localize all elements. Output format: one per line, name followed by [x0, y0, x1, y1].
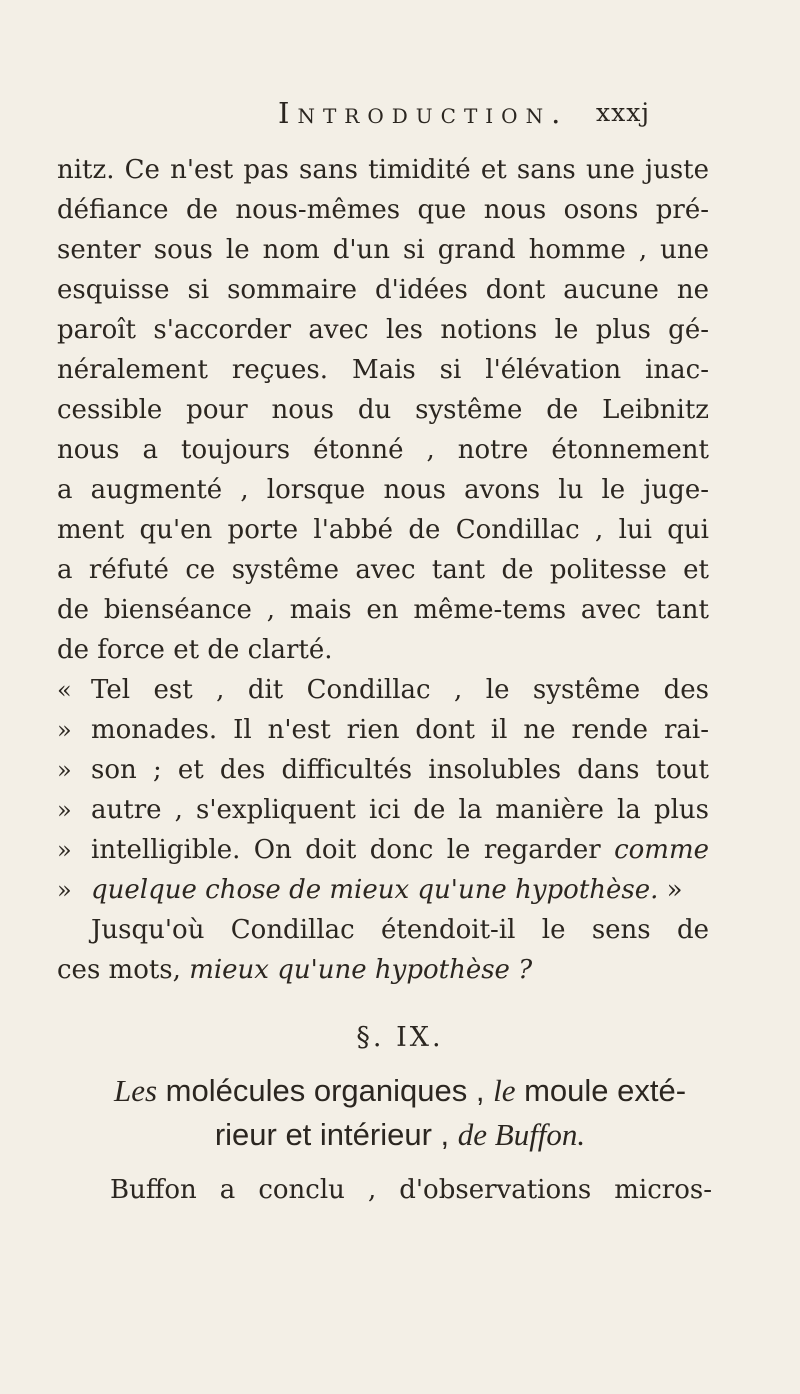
heading-emphasis: Les — [113, 1073, 158, 1108]
text-line: de force et de clarté. — [57, 635, 333, 665]
quote-line — [57, 670, 709, 710]
quote-line — [57, 870, 709, 910]
paragraph-question — [57, 910, 709, 990]
text-segment: ces mots, — [57, 955, 190, 985]
quote-continuation-mark: » — [57, 876, 72, 904]
text-line: nitz. Ce n'est pas sans timidité et sans une juste — [57, 155, 709, 185]
page-number: xxxj — [596, 98, 651, 127]
open-quote-mark: « — [57, 676, 72, 704]
text-line: nous a toujours étonné , notre étonnement — [57, 435, 709, 465]
text-line: ment qu'en porte l'abbé de Condillac , lui qui — [57, 515, 709, 545]
text-line: néralement reçues. Mais si l'élévation inac- — [57, 355, 709, 385]
quote-continuation-mark: » — [57, 796, 72, 824]
text-line: esquisse si sommaire d'idées dont aucune ne — [57, 275, 709, 305]
quote-text: monades. Il n'est rien dont il ne rende rai- — [91, 715, 709, 745]
text-line: senter sous le nom d'un si grand homme , une — [57, 235, 709, 265]
quote-text: Tel est , dit Condillac , le systême des — [91, 675, 709, 705]
quote-continuation-mark: » — [57, 836, 72, 864]
emphasis-text: mieux qu'une hypothèse ? — [189, 955, 533, 985]
text-line: Jusqu'où Condillac étendoit-il le sens de — [91, 915, 709, 945]
text-line: a augmenté , lorsque nous avons lu le juge- — [57, 475, 709, 505]
text-line: paroît s'accorder avec les notions le plus gé- — [57, 315, 709, 345]
text-line: de bienséance , mais en même-tems avec tant — [57, 595, 709, 625]
quote-line — [57, 830, 709, 870]
running-header — [0, 96, 800, 140]
header-title: Introduction. — [278, 96, 569, 130]
quote-text: son ; et des difficultés insolubles dans tout — [91, 755, 709, 785]
text-line: cessible pour nous du systême de Leibnitz — [57, 395, 709, 425]
quote-line — [57, 790, 709, 830]
quote-emphasis: quelque chose de mieux qu'une hypothèse. — [91, 875, 659, 905]
quote-line — [57, 710, 709, 750]
heading-text: moule exté- — [515, 1073, 687, 1108]
heading-text: molécules organiques , — [157, 1073, 494, 1108]
condillac-quote — [57, 670, 709, 910]
text-line — [57, 950, 709, 990]
closing-line: Buffon a conclu , d'observations micros- — [110, 1175, 712, 1205]
quote-line — [57, 750, 709, 790]
main-text — [57, 150, 709, 990]
quote-text: autre , s'expliquent ici de la manière la plus — [91, 795, 709, 825]
quote-continuation-mark: » — [57, 716, 72, 744]
quote-emphasis: comme — [614, 835, 709, 865]
section-number: §. IX. — [356, 1022, 444, 1053]
text-line: a réfuté ce systême avec tant de politesse et — [57, 555, 709, 585]
close-quote-mark: » — [666, 875, 683, 905]
heading-emphasis: le — [493, 1073, 516, 1108]
text-line: défiance de nous-mêmes que nous osons pré- — [57, 195, 709, 225]
heading-emphasis: de Buffon. — [457, 1117, 586, 1152]
section-heading — [100, 1069, 700, 1157]
quote-continuation-mark: » — [57, 756, 72, 784]
paragraph-leibnitz — [57, 150, 709, 670]
quote-text: intelligible. On doit donc le regarder — [91, 835, 615, 865]
heading-text: rieur et intérieur , — [214, 1117, 458, 1152]
